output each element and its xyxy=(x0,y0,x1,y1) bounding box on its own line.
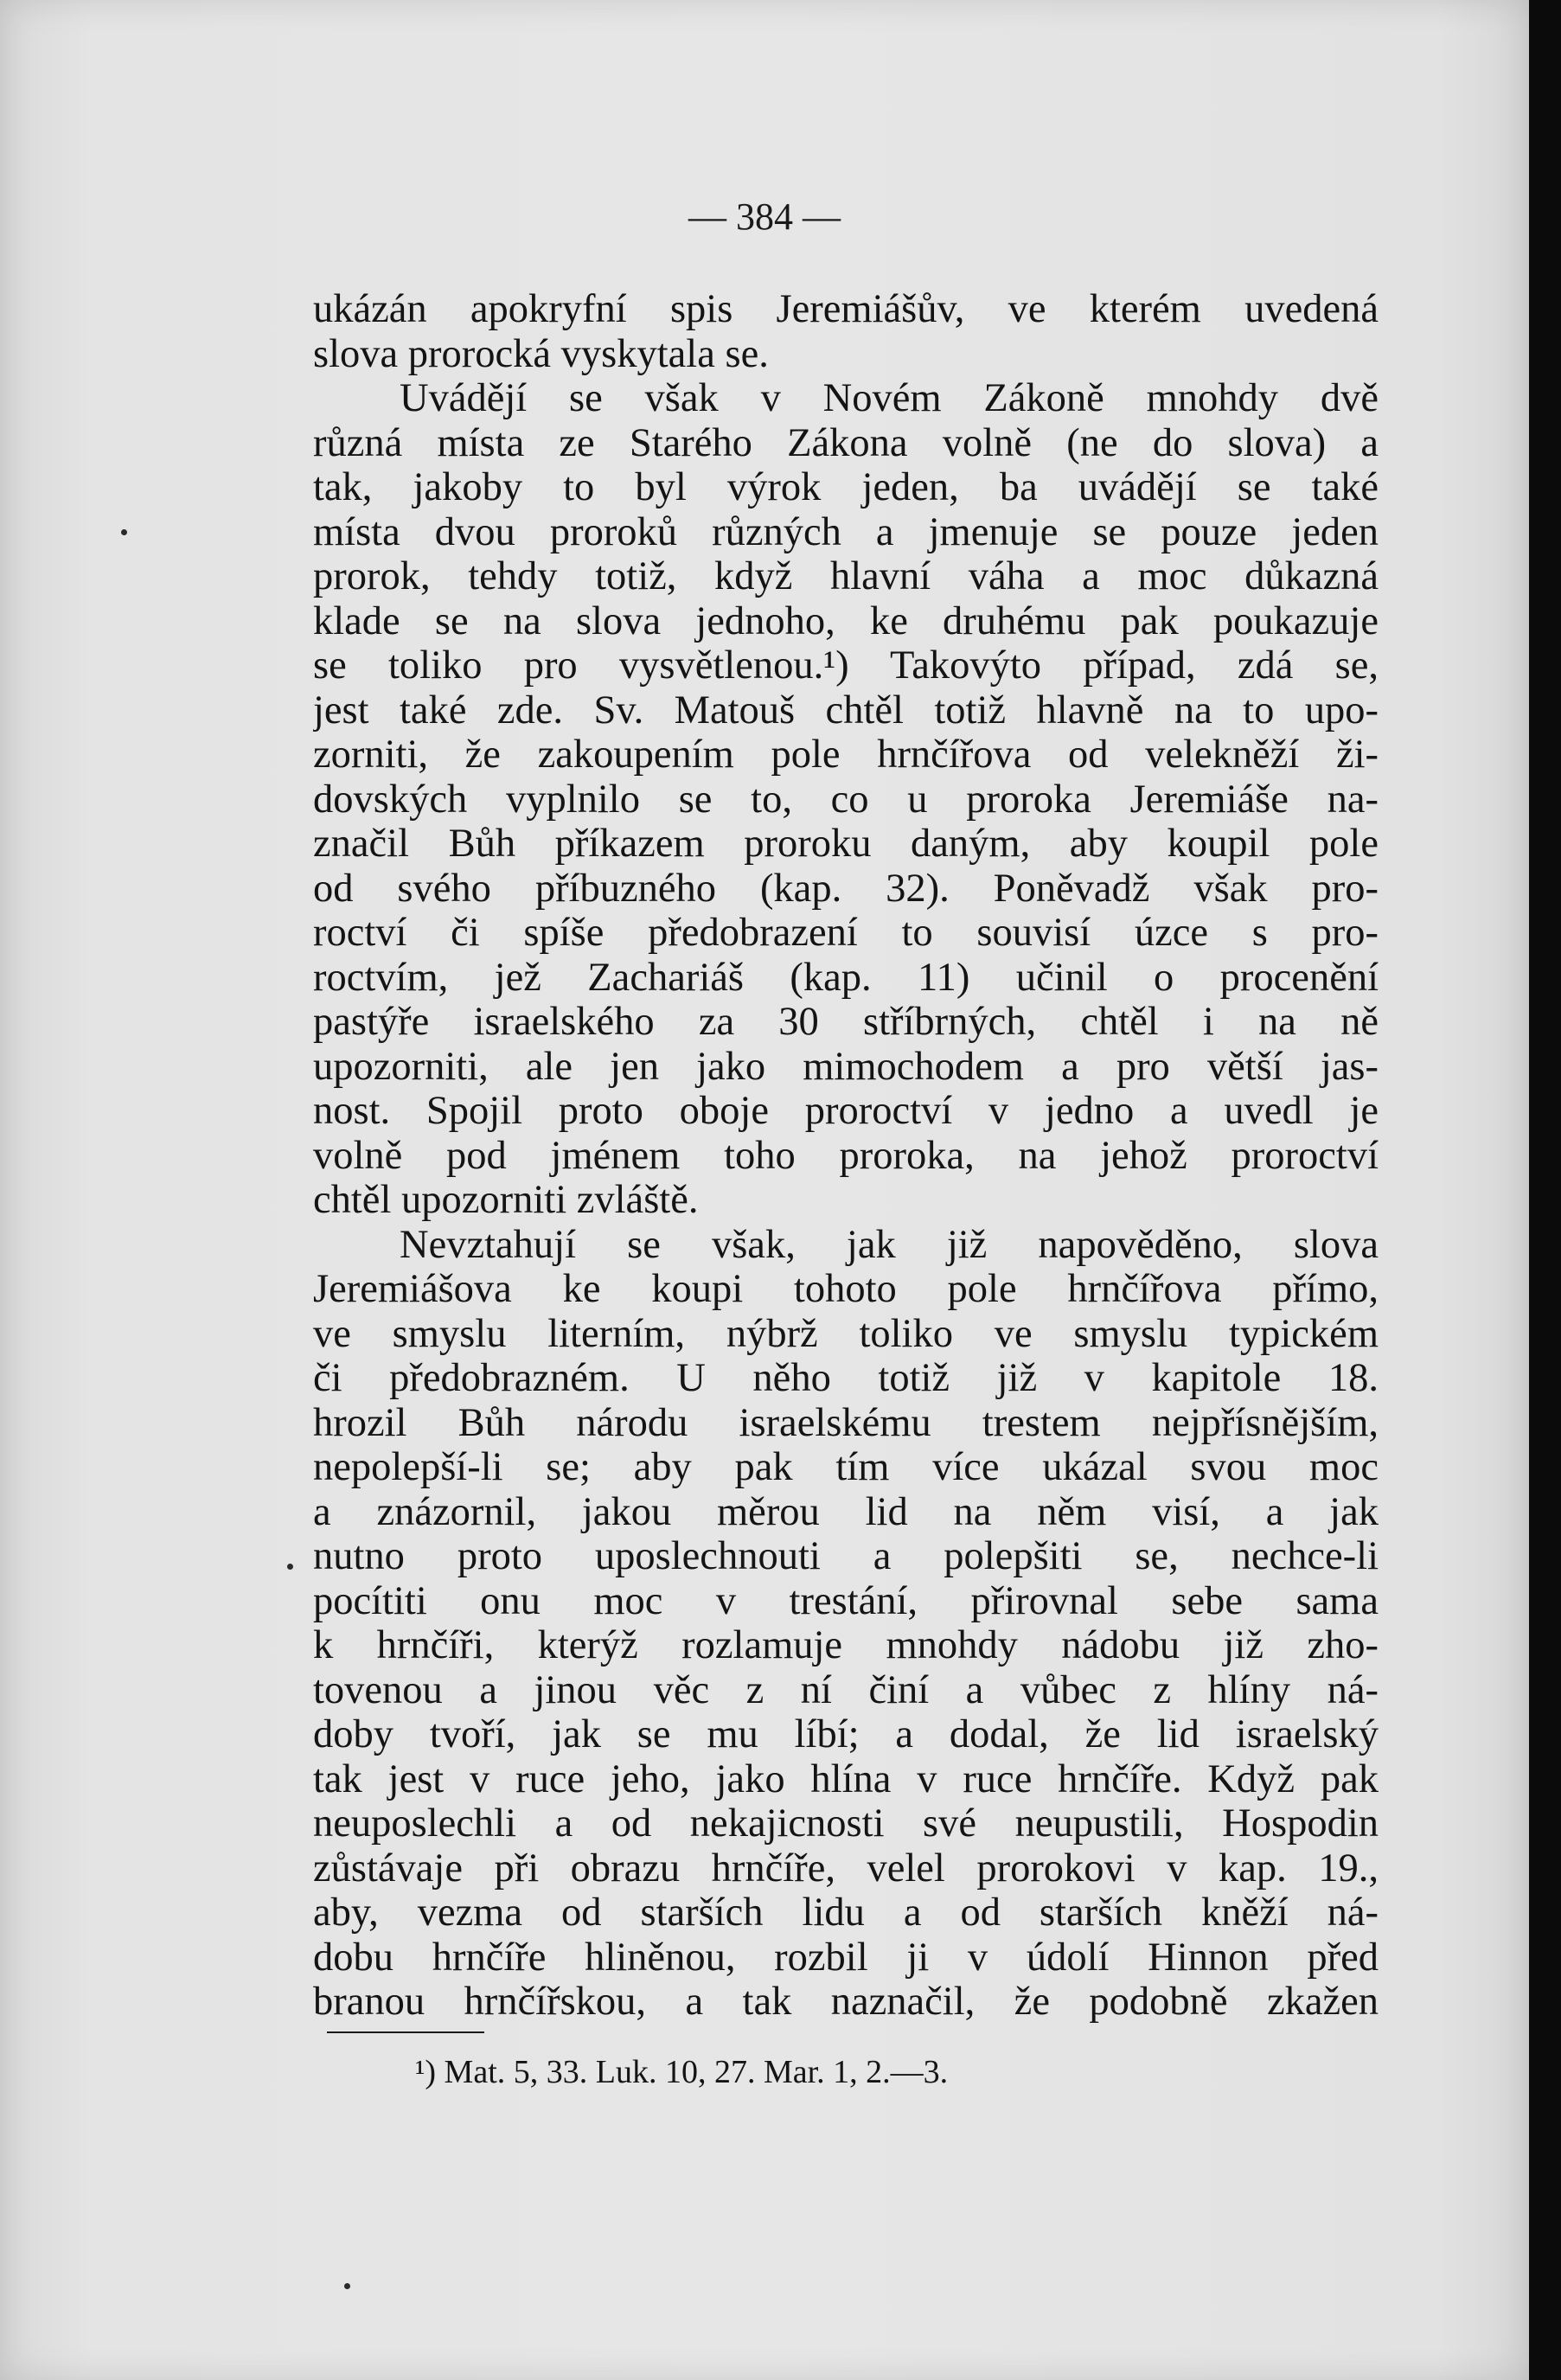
text-line: neuposlechli a od nekajicnosti své neupustili, Hospodin xyxy=(313,1801,1379,1846)
text-line: různá místa ze Starého Zákona volně (ne do slova) a xyxy=(313,420,1379,465)
text-line: k hrnčíři, kterýž rozlamuje mnohdy nádobu již zho- xyxy=(313,1623,1379,1667)
page-number: — 384 — xyxy=(688,195,841,238)
text-line: volně pod jménem toho proroka, na jehož proroctví xyxy=(313,1133,1379,1178)
text-line: pocítiti onu moc v trestání, přirovnal sebe sama xyxy=(313,1578,1379,1623)
text-line: prorok, tehdy totiž, když hlavní váha a moc důkazná xyxy=(313,554,1379,598)
text-line: ve smyslu literním, nýbrž toliko ve smyslu typickém xyxy=(313,1311,1379,1356)
text-line: a znázornil, jakou měrou lid na něm visí, a jak xyxy=(313,1489,1379,1534)
text-line: zorniti, že zakoupením pole hrnčířova od velekněží ži- xyxy=(313,733,1379,777)
dust-speck xyxy=(344,2283,350,2289)
text-line: slova prorocká vyskytala se. xyxy=(313,331,769,376)
text-line: značil Bůh příkazem proroku daným, aby koupil pole xyxy=(313,822,1379,866)
text-line: jest také zde. Sv. Matouš chtěl totiž hlavně na to upo- xyxy=(313,688,1379,733)
text-line: Jeremiášova ke koupi tohoto pole hrnčířova přímo, xyxy=(313,1267,1379,1311)
text-line: ukázán apokryfní spis Jeremiášův, ve kterém uvedená xyxy=(313,287,1379,331)
text-line: chtěl upozorniti zvláště. xyxy=(313,1178,699,1222)
text-line: se toliko pro vysvětlenou.¹) Takovýto případ, zdá se, xyxy=(313,643,1379,688)
body-text xyxy=(313,287,1379,2025)
footnote-rule xyxy=(327,2031,484,2033)
text-line: hrozil Bůh národu israelskému trestem nejpřísnějším, xyxy=(313,1400,1379,1445)
text-line: místa dvou proroků různých a jmenuje se pouze jeden xyxy=(313,509,1379,554)
text-line: klade se na slova jednoho, ke druhému pak poukazuje xyxy=(313,598,1379,643)
text-line: pastýře israelského za 30 stříbrných, chtěl i na ně xyxy=(313,1000,1379,1044)
scan-border xyxy=(1529,0,1561,2380)
text-line: doby tvoří, jak se mu líbí; a dodal, že lid israelský xyxy=(313,1712,1379,1756)
text-line: nost. Spojil proto oboje proroctví v jedno a uvedl je xyxy=(313,1089,1379,1133)
text-line: roctví či spíše předobrazení to souvisí úzce s pro- xyxy=(313,911,1379,955)
text-line: tak, jakoby to byl výrok jeden, ba uvádějí se také xyxy=(313,465,1379,509)
text-line: nepolepší-li se; aby pak tím více ukázal svou moc xyxy=(313,1445,1379,1489)
text-line: či předobrazném. U něho totiž již v kapitole 18. xyxy=(313,1356,1379,1400)
dust-speck xyxy=(121,529,127,535)
text-line: zůstávaje při obrazu hrnčíře, velel prorokovi v kap. 19., xyxy=(313,1846,1379,1891)
text-line: Uvádějí se však v Novém Zákoně mnohdy dvě xyxy=(400,376,1379,420)
text-line: tak jest v ruce jeho, jako hlína v ruce hrnčíře. Když pak xyxy=(313,1756,1379,1801)
text-line: nutno proto uposlechnouti a polepšiti se, nechce-li xyxy=(313,1534,1379,1578)
footnote: ¹) Mat. 5, 33. Luk. 10, 27. Mar. 1, 2.—3. xyxy=(415,2054,949,2090)
text-line: od svého příbuzného (kap. 32). Poněvadž však pro- xyxy=(313,866,1379,911)
text-line: aby, vezma od starších lidu a od starších kněží ná- xyxy=(313,1891,1379,1935)
dust-speck xyxy=(287,1564,293,1570)
text-line: roctvím, jež Zachariáš (kap. 11) učinil o procenění xyxy=(313,955,1379,1000)
text-line: tovenou a jinou věc z ní činí a vůbec z hlíny ná- xyxy=(313,1667,1379,1712)
text-line: upozorniti, ale jen jako mimochodem a pro větší jas- xyxy=(313,1044,1379,1089)
text-line: Nevztahují se však, jak již napověděno, slova xyxy=(400,1222,1379,1267)
text-line: dovských vyplnilo se to, co u proroka Jeremiáše na- xyxy=(313,777,1379,822)
text-line: dobu hrnčíře hliněnou, rozbil ji v údolí Hinnon před xyxy=(313,1935,1379,1980)
text-line: branou hrnčířskou, a tak naznačil, že podobně zkažen xyxy=(313,1980,1379,2024)
